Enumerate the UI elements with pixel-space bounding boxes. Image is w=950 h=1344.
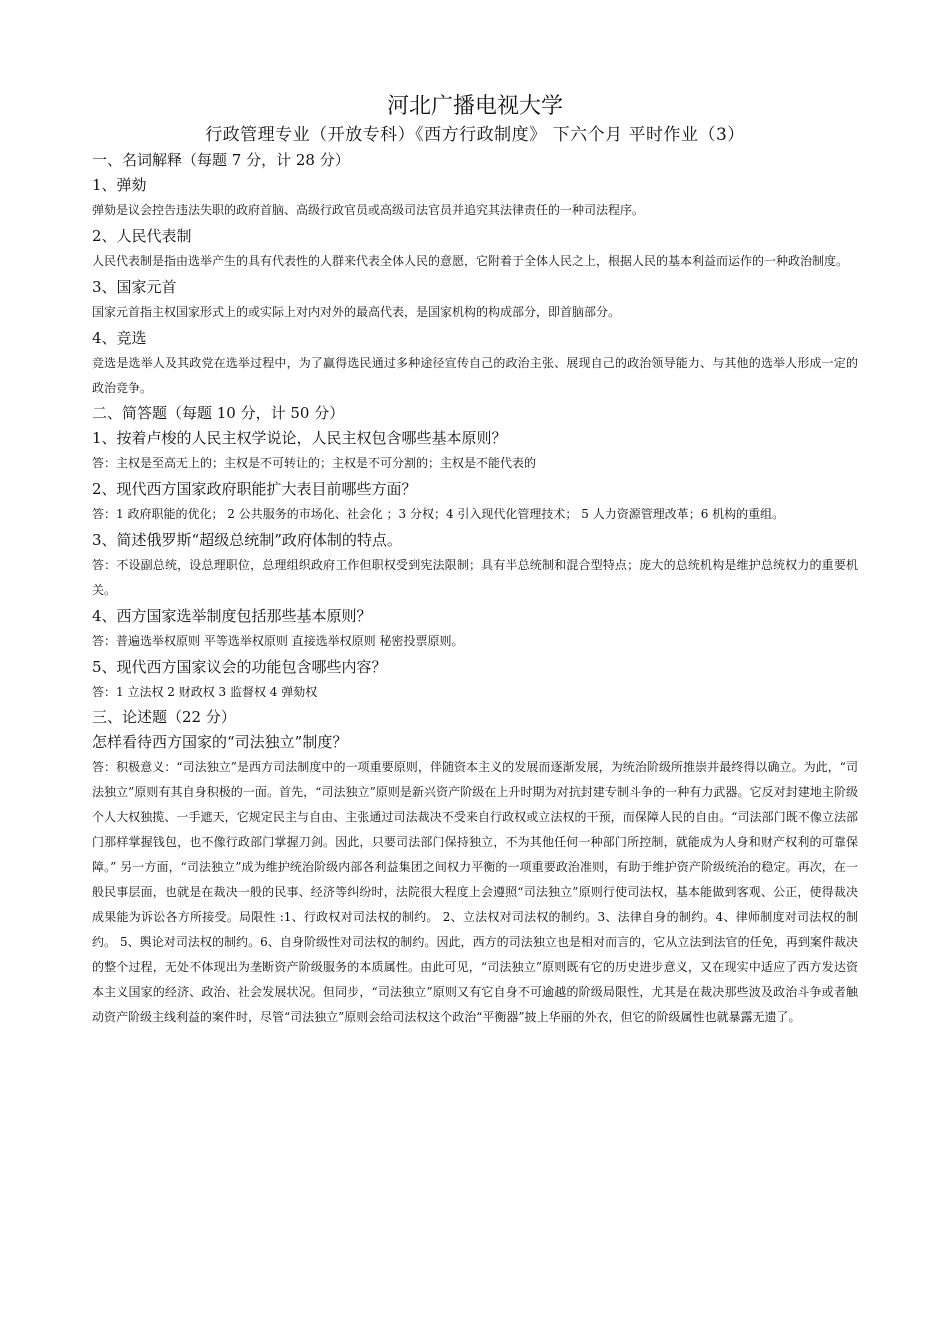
term-title: 3、国家元首: [92, 278, 177, 296]
section-heading-terms: 一、名词解释（每题 7 分，计 28 分）: [92, 151, 350, 169]
answer-text: 答：不设副总统，设总理职位，总理组织政府工作但职权受到宪法限制；具有半总统制和混合型特点；庞大的总统机构是维护总统权力的重要机关。: [92, 558, 858, 597]
essay-question: 怎样看待西方国家的“司法独立”制度？: [92, 733, 348, 751]
term-definition: 人民代表制是指由选举产生的具有代表性的人群来代表全体人民的意愿，它附着于全体人民之上，根据人民的基本利益而运作的一种政治制度。: [92, 254, 849, 268]
question-text: 1、按着卢梭的人民主权学说论，人民主权包含哪些基本原则？: [92, 429, 507, 447]
answer-text: 答：1 立法权 2 财政权 3 监督权 4 弹劾权: [92, 685, 318, 699]
answer-text: 答：普遍选举权原则 平等选举权原则 直接选举权原则 秘密投票原则。: [92, 634, 464, 648]
question-text: 2、现代西方国家政府职能扩大表目前哪些方面？: [92, 480, 417, 498]
document-subtitle: 行政管理专业（开放专科）《西方行政制度》 下六个月 平时作业（3）: [205, 125, 745, 145]
term-title: 2、人民代表制: [92, 227, 192, 245]
term-title: 4、竞选: [92, 329, 147, 347]
essay-answer: 答：积极意义：“司法独立”是西方司法制度中的一项重要原则，伴随资本主义的发展而逐渐发展，为统治阶级所推崇并最终得以确立。为此，“司法独立”原则有其自身积极的一面。首先，“司法独立”原则是新兴资产阶级在上升时期为对抗封建专制斗争的一种有力武器。它反对封建地主阶级个人大权独揽、一手遮天，它规定民主与自由、主张通过司法裁决不受来自行政权或立法权的干预，而保障人民的自由。“司法部门既不像立法部门那样掌握钱包，也不像行政部门掌握刀剑。因此，只要司法部门保持独立，不为其他任何一种部门所控制，就能成为人身和财产权利的可靠保障。” 另一方面，“司法独立”成为维护统治阶级内部各利益集团之间权力平衡的一项重要政治准则，有助于维护资产阶级统治的稳定。再次，在一般民事层面，也就是在裁决一般的民事、经济等纠纷时，法院很大程度上会遵照“司法独立”原则行使司法权，基本能做到客观、公正，使得裁决成果能为诉讼各方所接受。局限性 :1、行政权对司法权的制约。 2、立法权对司法权的制约。3、法律自身的制约。4、律师制度对司法权的制约。 5、舆论对司法权的制约。6、自身阶级性对司法权的制约。因此，西方的司法独立也是相对而言的，它从立法到法官的任免，再到案件裁决的整个过程，无处不体现出为垄断资产阶级服务的本质属性。由此可见，“司法独立”原则既有它的历史进步意义，又在现实中适应了西方发达资本主义国家的经济、政治、社会发展状况。但同步，“司法独立”原则又有它自身不可逾越的阶级局限性，尤其是在裁决那些波及政治斗争或者触动资产阶级主线利益的案件时，尽管“司法独立”原则会给司法权这个政治“平衡器”披上华丽的外衣，但它的阶级属性也就暴露无遗了。: [92, 760, 858, 1024]
document-title: 河北广播电视大学: [386, 94, 563, 119]
answer-text: 答：1 政府职能的优化； 2 公共服务的市场化、社会化 ；3 分权；4 引入现代化管理技术； 5 人力资源管理改革；6 机构的重组。: [92, 507, 785, 521]
answer-text: 答：主权是至高无上的；主权是不可转让的；主权是不可分割的；主权是不能代表的: [92, 456, 537, 470]
term-title: 1、弹劾: [92, 176, 147, 194]
section-heading-essay: 三、论述题（22 分）: [92, 708, 236, 726]
section-heading-short-answer: 二、简答题（每题 10 分，计 50 分）: [92, 404, 345, 422]
question-text: 5、现代西方国家议会的功能包含哪些内容？: [92, 658, 387, 676]
term-definition: 弹劾是议会控告违法失职的政府首脑、高级行政官员或高级司法官员并追究其法律责任的一种司法程序。: [92, 203, 645, 217]
question-text: 3、简述俄罗斯“超级总统制”政府体制的特点。: [92, 531, 402, 549]
question-text: 4、西方国家选举制度包括那些基本原则？: [92, 607, 372, 625]
term-definition: 国家元首指主权国家形式上的或实际上对内对外的最高代表，是国家机构的构成部分，即首脑部分。: [92, 305, 621, 319]
term-definition: 竞选是选举人及其政党在选举过程中，为了赢得选民通过多种途径宣传自己的政治主张、展现自己的政治领导能力、与其他的选举人形成一定的政治竞争。: [92, 356, 858, 395]
